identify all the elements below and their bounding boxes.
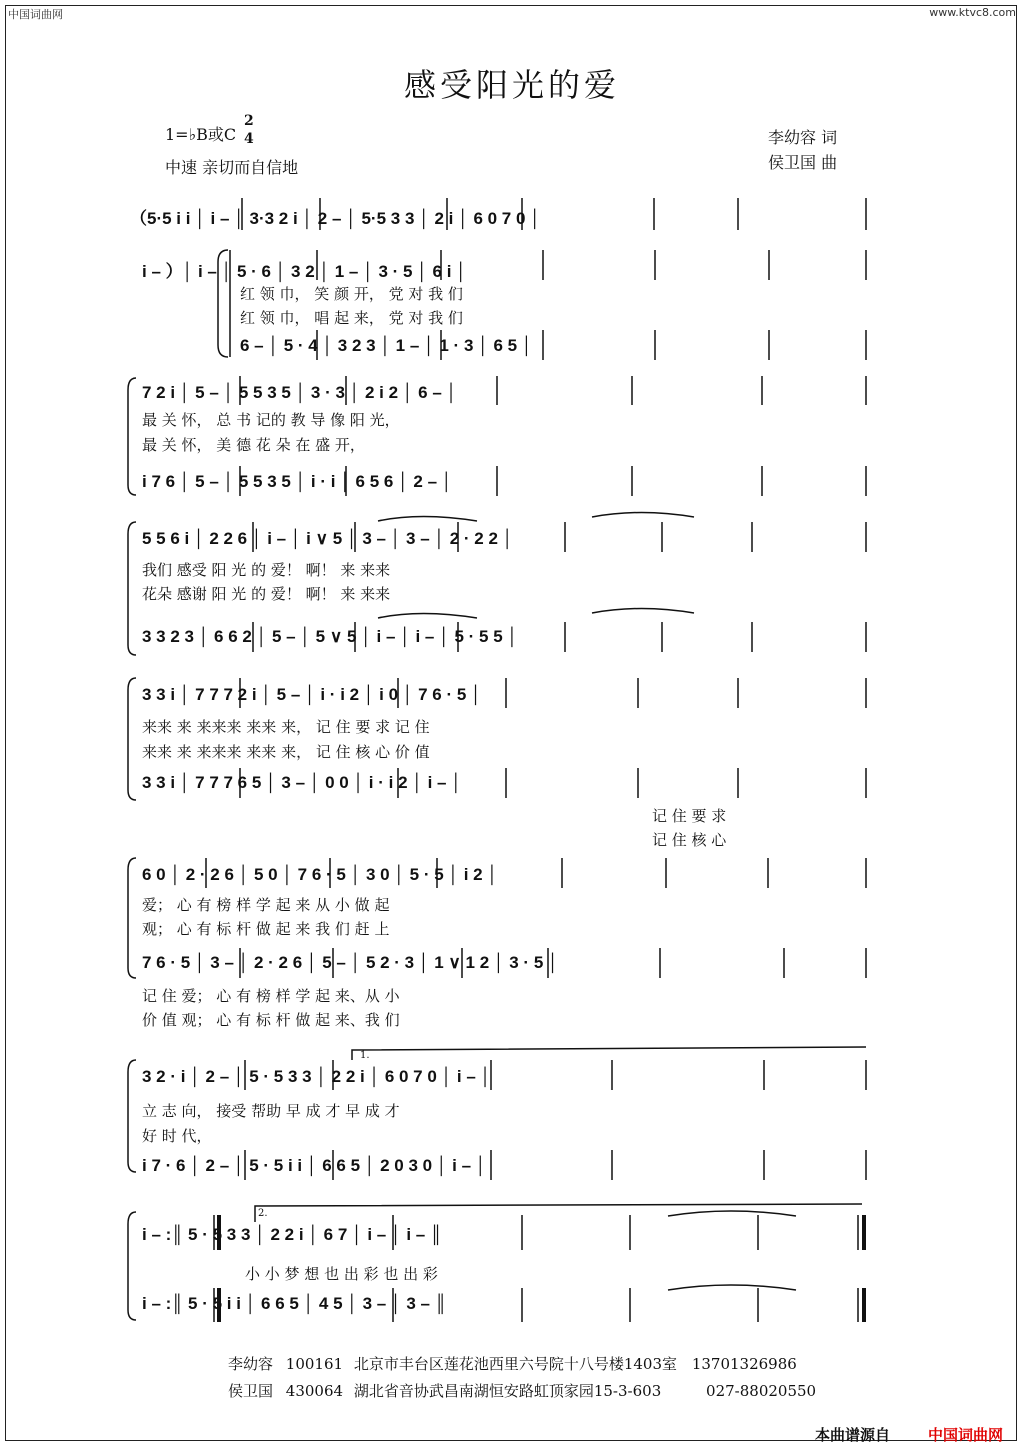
notation-line: 7 2 i │ 5 – │ 5 5 3 5 │ 3 · 3 │ 2 i 2 │ 6 – │ (142, 383, 458, 402)
source-label: 本曲谱源自 (815, 1426, 891, 1444)
lyric-line: 记 住 爱； 心 有 榜 样 学 起 来、从 小 (142, 987, 400, 1005)
notation-line: 3 3 2 3 │ 6 6 2 │ 5 – │ 5 ∨ 5 │ i – │ i – │ 5 · 5 5 │ (142, 627, 519, 646)
lyric-line: 好 时 代， (142, 1127, 212, 1145)
lyric-line: 记 住 核 心 (652, 831, 727, 849)
notation-line: i 7 6 │ 5 – │ 5 5 3 5 │ i · i │ 6 5 6 │ 2 – │ (142, 472, 453, 491)
contact-lyricist (228, 1353, 797, 1374)
notation-line: i – :║ 5 · 5 3 3 │ 2 2 i │ 6 7 │ i – │ i – ║ (142, 1225, 442, 1244)
lyric-line: 来来 来 来来来 来来 来， 记 住 要 求 记 住 (142, 718, 430, 736)
song-title: 感受阳光的爱 (403, 66, 620, 104)
lyric-line: 记 住 要 求 (652, 807, 727, 825)
lyric-line: 我们 感受 阳 光 的 爱！ 啊！ 来 来来 (142, 561, 391, 579)
contact-address: 北京市丰台区莲花池西里六号院十八号楼1403室 (353, 1355, 678, 1373)
lyric-line: 最 关 怀， 总 书 记的 教 导 像 阳 光， (142, 411, 400, 429)
header-site-url: www.ktvc8.com (929, 6, 1016, 19)
lyric-line: 小 小 梦 想 也 出 彩 也 出 彩 (245, 1265, 438, 1283)
lyric-line: 来来 来 来来来 来来 来， 记 住 核 心 价 值 (142, 743, 430, 761)
notation-line: 6 – │ 5 · 4 │ 3 2 3 │ 1 – │ 1 · 3 │ 6 5 │ (240, 336, 533, 355)
time-signature-numerator: 2 (244, 113, 254, 129)
time-signature-denominator: 4 (244, 131, 254, 147)
contact-composer (228, 1380, 816, 1401)
header-site-name: 中国词曲网 (8, 8, 63, 21)
notation-line: i – ）│ i – │ 5 · 6 │ 3 2 │ 1 – │ 3 · 5 │ 6 i │ (142, 262, 467, 281)
lyric-line: 红 领 巾， 唱 起 来， 党 对 我 们 (240, 309, 463, 327)
second-ending-mark: 2. (258, 1208, 268, 1219)
notation-line: 6 0 │ 2 · 2 6 │ 5 0 │ 7 6 · 5 │ 3 0 │ 5 · 5 │ i 2 │ (142, 865, 498, 884)
lyric-line: 红 领 巾， 笑 颜 开， 党 对 我 们 (240, 285, 463, 303)
lyric-line: 观； 心 有 标 杆 做 起 来 我 们 赶 上 (142, 920, 390, 938)
contact-address: 湖北省音协武昌南湖恒安路虹顶家园15-3-603 (353, 1382, 662, 1400)
source-site-link[interactable]: 中国词曲网 (928, 1426, 1004, 1444)
notation-line: i – :║ 5 · 5 i i │ 6 6 5 │ 4 5 │ 3 – │ 3 – ║ (142, 1294, 447, 1313)
notation-line: 3 2 · i │ 2 – │ 5 · 5 3 3 │ 2 2 i │ 6 0 7 0 │ i – │ (142, 1067, 492, 1086)
contact-phone: 13701326986 (691, 1355, 797, 1373)
tempo-marking: 中速 亲切而自信地 (165, 158, 299, 177)
contact-phone: 027-88020550 (706, 1382, 817, 1400)
first-ending-mark: 1. (360, 1050, 370, 1061)
contact-name: 侯卫国 (228, 1382, 274, 1400)
key-signature: 1=♭B或C (165, 125, 237, 144)
notation-line: 3 3 i │ 7 7 7 6 5 │ 3 – │ 0 0 │ i · i 2 │ i – │ (142, 773, 462, 792)
contact-zip: 430064 (285, 1382, 344, 1400)
notation-line: 5 5 6 i │ 2 2 6 │ i – │ i ∨ 5 │ 3 – │ 3 – │ 2 · 2 2 │ (142, 529, 514, 548)
notation-line: 3 3 i │ 7 7 7 2 i │ 5 – │ i · i 2 │ i 0 │ 7 6 · 5 │ (142, 685, 482, 704)
contact-name: 李幼容 (228, 1355, 274, 1373)
lyric-line: 最 关 怀， 美 德 花 朵 在 盛 开， (142, 436, 365, 454)
lyric-line: 价 值 观； 心 有 标 杆 做 起 来、我 们 (142, 1011, 400, 1029)
lyric-line: 花朵 感谢 阳 光 的 爱！ 啊！ 来 来来 (142, 585, 391, 603)
lyricist-credit: 李幼容 词 (768, 128, 838, 147)
composer-credit: 侯卫国 曲 (768, 153, 838, 172)
contact-zip: 100161 (285, 1355, 344, 1373)
lyric-line: 爱； 心 有 榜 样 学 起 来 从 小 做 起 (142, 896, 390, 914)
lyric-line: 立 志 向， 接受 帮助 早 成 才 早 成 才 (142, 1102, 400, 1120)
notation-line: （5·5 i i │ i – │ 3·3 2 i │ 2 – │ 5·5 3 3 │ 2 i │ 6 0 7 0 │ (130, 209, 541, 228)
notation-line: 7 6 · 5 │ 3 – │ 2 · 2 6 │ 5 – │ 5 2 · 3 │ 1 ∨ 1 2 │ 3 · 5 │ (142, 953, 559, 972)
notation-line: i 7 · 6 │ 2 – │ 5 · 5 i i │ 6 6 5 │ 2 0 3 0 │ i – │ (142, 1156, 487, 1175)
